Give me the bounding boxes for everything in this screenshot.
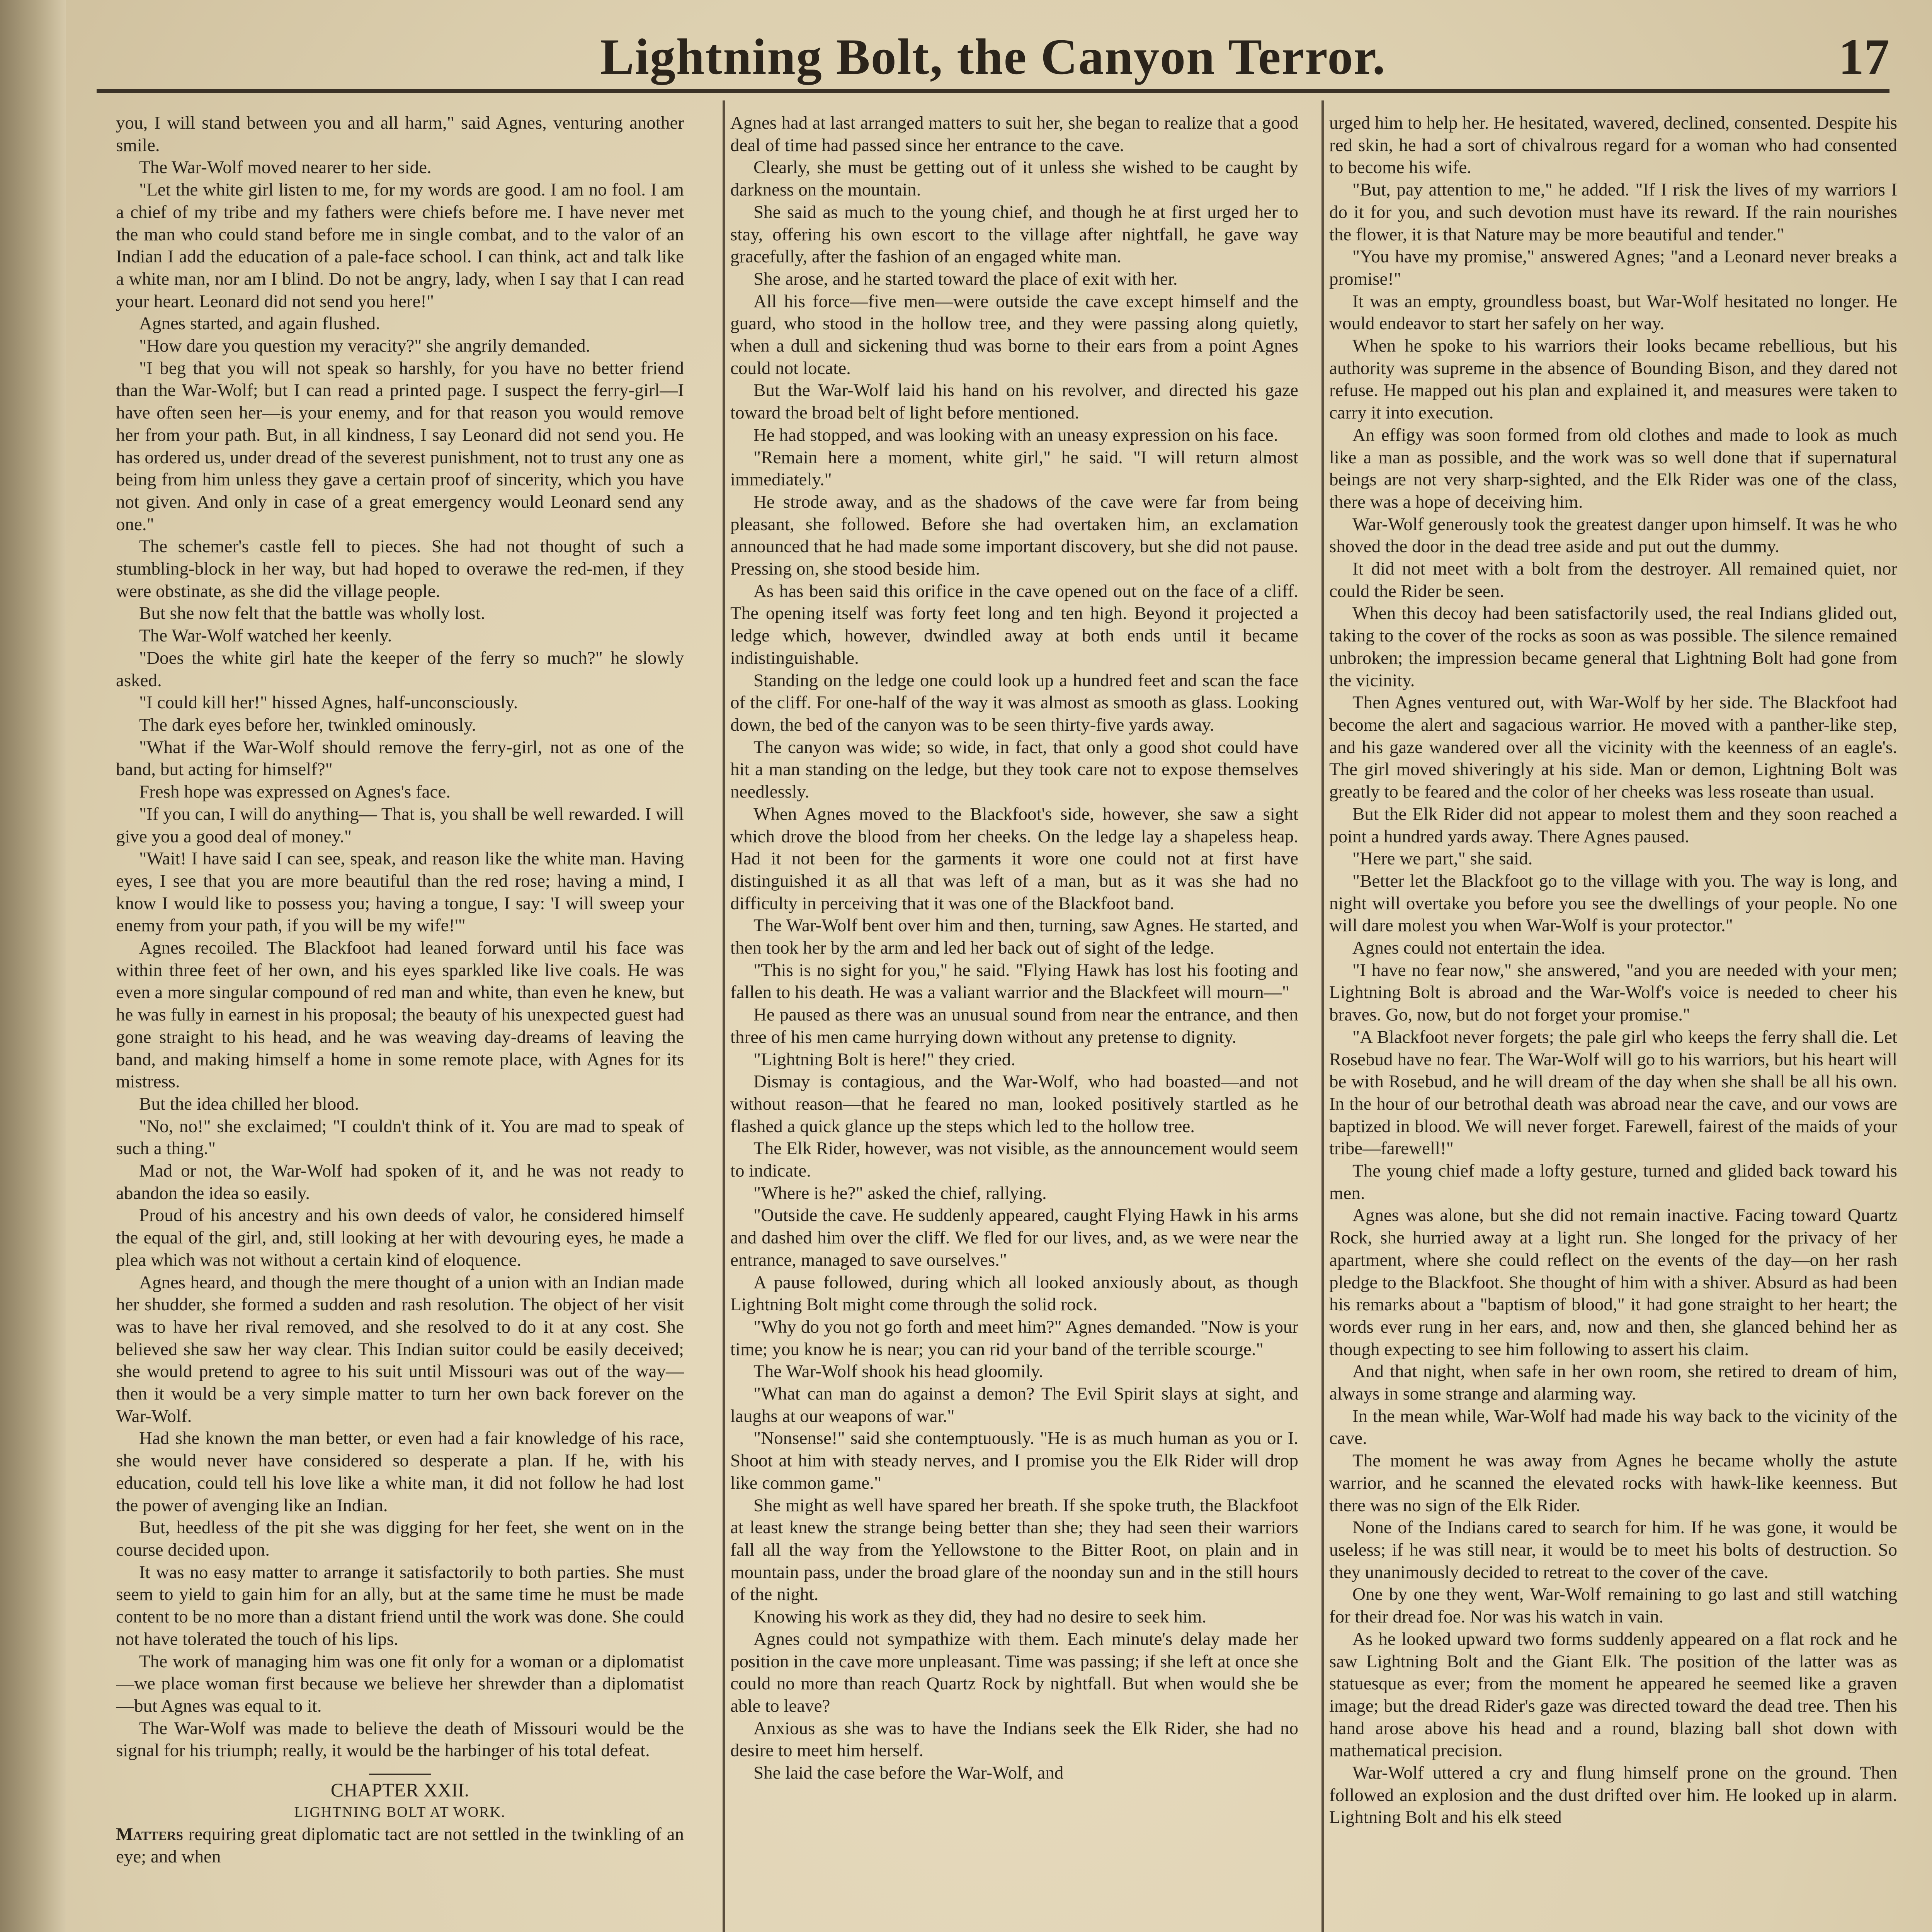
paragraph: Clearly, she must be getting out of it unless she wished to be caught by darkness on the mountain. bbox=[730, 157, 1298, 200]
paragraph: "Outside the cave. He suddenly appeared, caught Flying Hawk in his arms and dashed him over the cliff. We fled for our lives, and, as we were near the entrance, managed to save ourselves." bbox=[730, 1205, 1298, 1270]
paragraph: "If you can, I will do anything— That is, you shall be well rewarded. I will give you a good deal of money." bbox=[116, 804, 684, 847]
paragraph: He had stopped, and was looking with an uneasy expression on his face. bbox=[753, 425, 1278, 445]
paragraph: But, heedless of the pit she was digging for her feet, she went on in the course decided upon. bbox=[116, 1517, 684, 1560]
paragraph: The Elk Rider, however, was not visible, as the announcement would seem to indicate. bbox=[730, 1138, 1298, 1181]
paragraph: He paused as there was an unusual sound from near the entrance, and then three of his men came hurrying down without any pretense to dignity. bbox=[730, 1005, 1298, 1047]
paragraph: Agnes had at last arranged matters to suit her, she began to realize that a good deal of time had passed since her entrance to the cave. bbox=[730, 113, 1298, 155]
paragraph: "This is no sight for you," he said. "Flying Hawk has lost his footing and fallen to his death. He was a valiant warrior and the Blackfeet will mourn—" bbox=[730, 960, 1298, 1003]
paragraph: "I could kill her!" hissed Agnes, half-unconsciously. bbox=[139, 692, 518, 713]
paragraph: She said as much to the young chief, and though he at first urged her to stay, offering his own escort to the village after nightfall, he gave way gracefully, after the fashion of an engaged white man. bbox=[730, 202, 1298, 267]
paragraph: An effigy was soon formed from old clothes and made to look as much like a man as possible, and the work was so well done that if supernatural beings are not very sharp-sighted, and the Elk Rider was one of the class, there was a hope of deceiving him. bbox=[1329, 425, 1897, 512]
paragraph: "Nonsense!" said she contemptuously. "He is as much human as you or I. Shoot at him with steady nerves, and I promise you the Elk Rider will drop like common game." bbox=[730, 1428, 1298, 1493]
paragraph: "Lightning Bolt is here!" they cried. bbox=[753, 1049, 1015, 1070]
paragraph: The moment he was away from Agnes he became wholly the astute warrior, and he scanned the elevated rocks with hawk-like keenness. But there was no sign of the Elk Rider. bbox=[1329, 1451, 1897, 1515]
paragraph: In the mean while, War-Wolf had made his way back to the vicinity of the cave. bbox=[1329, 1406, 1897, 1449]
paragraph: But the idea chilled her blood. bbox=[139, 1094, 359, 1114]
paragraph: The War-Wolf moved nearer to her side. bbox=[139, 157, 432, 178]
chapter-rule bbox=[369, 1774, 431, 1775]
text-column-2 bbox=[730, 112, 1298, 1932]
paragraph: All his force—five men—were outside the cave except himself and the guard, who stood in the hollow tree, and they were passing along quietly, when a dull and sickening thud was borne to their ears from a point Agnes could not locate. bbox=[730, 291, 1298, 378]
paragraph: Agnes could not sympathize with them. Each minute's delay made her position in the cave more unpleasant. Time was passing; if she left at once she could no more than reach Quartz Rock by nightfall. But when would she be able to leave? bbox=[730, 1629, 1298, 1716]
paragraph: "Better let the Blackfoot go to the village with you. The way is long, and night will overtake you before you see the dwellings of your people. No one will dare molest you when War-Wolf is your protector." bbox=[1329, 871, 1897, 936]
column-2-paragraphs bbox=[730, 112, 1298, 1784]
column-1-paragraphs bbox=[116, 112, 684, 1762]
paragraph: When this decoy had been satisfactorily used, the real Indians glided out, taking to the cover of the rocks as soon as was possible. The silence remained unbroken; the impression became general that Lightning Bolt had gone from the vicinity. bbox=[1329, 603, 1897, 690]
chapter-subtitle: LIGHTNING BOLT AT WORK. bbox=[294, 1804, 506, 1820]
paragraph: "Where is he?" asked the chief, rallying. bbox=[753, 1183, 1047, 1203]
paragraph: Agnes recoiled. The Blackfoot had leaned forward until his face was within three feet of her own, and his eyes sparkled like live coals. He was even a more singular compound of red man and white, than even he knew, but he was fully in earnest in his proposal; the beauty of his unexpected guest had gone straight to his head, and he was weaving day-dreams of leaving the band, and making himself a home in some remote place, with Agnes for its mistress. bbox=[116, 938, 684, 1092]
paragraph: But the Elk Rider did not appear to molest them and they soon reached a point a hundred yards away. There Agnes paused. bbox=[1329, 804, 1897, 847]
chapter-heading: CHAPTER XXII. bbox=[330, 1779, 469, 1801]
paragraph: "A Blackfoot never forgets; the pale girl who keeps the ferry shall die. Let Rosebud have no fear. The War-Wolf will go to his warriors, but his heart will be with Rosebud, and he will dream of the day when she shall be all his own. In the hour of our betrothal death was abroad near the cave, and our vows are baptized in blood. We will never forget. Farewell, fairest of the maids of your tribe—farewell!" bbox=[1329, 1027, 1897, 1159]
paragraph: you, I will stand between you and all harm," said Agnes, venturing another smile. bbox=[116, 113, 684, 155]
chapter-lead-word: Matters bbox=[116, 1824, 183, 1845]
paragraph: She might as well have spared her breath. If she spoke truth, the Blackfoot at least knew the strange being better than she; they had seen their warriors fall all the way from the Yellowstone to the Bitter Root, on plain and in mountain pass, under the broad glare of the noonday sun and in the still hours of the night. bbox=[730, 1495, 1298, 1605]
paragraph: "Wait! I have said I can see, speak, and reason like the white man. Having eyes, I see that you are more beautiful than the red rose; having a mind, I know I would like to possess you; having a tongue, I say: 'I will sweep your enemy from your path, if you will be my wife!'" bbox=[116, 849, 684, 936]
paragraph: Agnes started, and again flushed. bbox=[139, 313, 380, 334]
text-column-1 bbox=[116, 112, 684, 1932]
paragraph: When he spoke to his warriors their looks became rebellious, but his authority was supreme in the absence of Bounding Bison, and they dared not refuse. He mapped out his plan and explained it, and measures were taken to carry it into execution. bbox=[1329, 336, 1897, 423]
paragraph: Standing on the ledge one could look up a hundred feet and scan the face of the cliff. For one-half of the way it was almost as smooth as glass. Looking down, the bed of the canyon was to be seen thirty-five yards away. bbox=[730, 670, 1298, 735]
paragraph: "Let the white girl listen to me, for my words are good. I am no fool. I am a chief of my tribe and my fathers were chiefs before me. I have never met the man who could stand before me in single combat, and to the valor of an Indian I add the education of a pale-face school. I can think, act and talk like a white man, nor am I blind. Do not be angry, lady, when I say that I can read your heart. Leonard did not send you here!" bbox=[116, 180, 684, 311]
binding-gutter bbox=[0, 0, 66, 1932]
paragraph: The War-Wolf watched her keenly. bbox=[139, 626, 392, 646]
paragraph: "Here we part," she said. bbox=[1352, 849, 1533, 869]
paragraph: Agnes was alone, but she did not remain inactive. Facing toward Quartz Rock, she hurried away at a light run. She longed for the privacy of her apartment, where she could reflect on the events of the day—on her rash pledge to the Blackfoot. She thought of him with a shiver. Absurd as had been his remarks about a "baptism of blood," it had gone straight to her heart; the words ever rung in her ears, and, now and then, she glanced behind her as though expecting to see him following to assert his claim. bbox=[1329, 1205, 1897, 1359]
paragraph: It was no easy matter to arrange it satisfactorily to both parties. She must seem to yield to gain him for an ally, but at the same time he must be made content to be no more than a distant friend until the work was done. She could not have tolerated the touch of his lips. bbox=[116, 1562, 684, 1649]
paragraph: It was an empty, groundless boast, but War-Wolf hesitated no longer. He would endeavor to start her safely on her way. bbox=[1329, 291, 1897, 334]
column-divider-1 bbox=[723, 100, 725, 1932]
paragraph: urged him to help her. He hesitated, wavered, declined, consented. Despite his red skin, he had a sort of chivalrous regard for a woman who had consented to become his wife. bbox=[1329, 113, 1897, 178]
paragraph: "Why do you not go forth and meet him?" Agnes demanded. "Now is your time; you know he is near; you can rid your band of the terrible scourge." bbox=[730, 1316, 1298, 1359]
paragraph: She laid the case before the War-Wolf, and bbox=[753, 1763, 1064, 1783]
paragraph: Fresh hope was expressed on Agnes's face. bbox=[139, 782, 451, 802]
paragraph: When Agnes moved to the Blackfoot's side, however, she saw a sight which drove the blood from her cheeks. On the ledge lay a shapeless heap. Had it not been for the garments it wore one could not at first have distinguished it as all that was left of a man, but as it was she had no difficulty in perceiving that it was one of the Blackfoot band. bbox=[730, 804, 1298, 913]
paragraph: A pause followed, during which all looked anxiously about, as though Lightning Bolt might come through the solid rock. bbox=[730, 1272, 1298, 1315]
paragraph: The War-Wolf bent over him and then, turning, saw Agnes. He started, and then took her by the arm and led her back out of sight of the ledge. bbox=[730, 915, 1298, 958]
paragraph: The War-Wolf shook his head gloomily. bbox=[753, 1361, 1043, 1382]
paragraph: War-Wolf generously took the greatest danger upon himself. It was he who shoved the door in the dead tree aside and put out the dummy. bbox=[1329, 514, 1897, 557]
column-3-paragraphs bbox=[1329, 112, 1897, 1829]
paragraph: As he looked upward two forms suddenly appeared on a flat rock and he saw Lightning Bolt and the Giant Elk. The position of the latter was as statuesque as ever; from the moment he appeared he seemed like a graven image; but the dread Rider's gaze was directed toward the dead tree. Then his hand arose above his head and a round, blazing ball shot down with mathematical precision. bbox=[1329, 1629, 1897, 1761]
paragraph: The work of managing him was one fit only for a woman or a diplomatist—we place woman first because we believe her shrewder than a diplomatist—but Agnes was equal to it. bbox=[116, 1651, 684, 1716]
header-rule bbox=[97, 89, 1889, 93]
page-number: 17 bbox=[1838, 28, 1889, 85]
paragraph: And that night, when safe in her own room, she retired to dream of him, always in some strange and alarming way. bbox=[1329, 1361, 1897, 1404]
paragraph: The schemer's castle fell to pieces. She had not thought of such a stumbling-block in her way, but had hoped to overawe the red-men, if they were obstinate, as she did the village people. bbox=[116, 536, 684, 601]
paragraph: Dismay is contagious, and the War-Wolf, who had boasted—and not without reason—that he feared no man, looked positively startled as he flashed a quick glance up the steps which led to the hollow tree. bbox=[730, 1071, 1298, 1136]
paragraph: "What if the War-Wolf should remove the ferry-girl, not as one of the band, but acting for himself?" bbox=[116, 737, 684, 780]
paragraph: She arose, and he started toward the place of exit with her. bbox=[753, 269, 1178, 289]
paragraph: "No, no!" she exclaimed; "I couldn't think of it. You are mad to speak of such a thing." bbox=[116, 1116, 684, 1159]
chapter-opening bbox=[116, 1823, 684, 1868]
text-column-3 bbox=[1329, 112, 1897, 1932]
paragraph: As has been said this orifice in the cave opened out on the face of a cliff. The opening itself was forty feet long and ten high. Beyond it projected a ledge which, however, dwindled away at both ends until it became indistinguishable. bbox=[730, 581, 1298, 668]
chapter-opening-text: requiring great diplomatic tact are not settled in the twinkling of an eye; and when bbox=[116, 1824, 684, 1867]
paragraph: The War-Wolf was made to believe the death of Missouri would be the signal for his triumph; really, it would be the harbinger of his total defeat. bbox=[116, 1718, 684, 1761]
paragraph: Agnes heard, and though the mere thought of a union with an Indian made her shudder, she formed a sudden and rash resolution. The object of her visit was to have her rival removed, and she resolved to do it at any cost. She believed she saw her way clear. This Indian suitor could be easily deceived; she would pretend to agree to his suit until Missouri was out of the way—then it would be a very simple matter to turn her own back forever on the War-Wolf. bbox=[116, 1272, 684, 1426]
column-divider-2 bbox=[1321, 100, 1324, 1932]
paragraph: The canyon was wide; so wide, in fact, that only a good shot could have hit a man standing on the ledge, but they took care not to expose themselves needlessly. bbox=[730, 737, 1298, 802]
paragraph: But she now felt that the battle was wholly lost. bbox=[139, 603, 485, 624]
running-title: Lightning Bolt, the Canyon Terror. bbox=[600, 28, 1386, 85]
paragraph: Proud of his ancestry and his own deeds of valor, he considered himself the equal of the girl, and, still looking at her with devouring eyes, he made a plea which was not without a certain kind of eloquence. bbox=[116, 1205, 684, 1270]
paragraph: Then Agnes ventured out, with War-Wolf by her side. The Blackfoot had become the alert and sagacious warrior. He moved with a panther-like step, and his gaze wandered over all the vicinity with the keenness of an eagle's. The girl moved shiveringly at his side. Man or demon, Lightning Bolt was greatly to be feared and the color of her cheeks was less roseate than usual. bbox=[1329, 692, 1897, 802]
paragraph: It did not meet with a bolt from the destroyer. All remained quiet, nor could the Rider be seen. bbox=[1329, 559, 1897, 601]
paragraph: The young chief made a lofty gesture, turned and glided back toward his men. bbox=[1329, 1161, 1897, 1203]
paragraph: War-Wolf uttered a cry and flung himself prone on the ground. Then followed an explosion and the dust drifted over him. He looked up in alarm. Lightning Bolt and his elk steed bbox=[1329, 1763, 1897, 1828]
paragraph: "What can man do against a demon? The Evil Spirit slays at sight, and laughs at our weapons of war." bbox=[730, 1384, 1298, 1426]
page-header bbox=[97, 15, 1889, 93]
paragraph: "I beg that you will not speak so harshly, for you have no better friend than the War-Wolf; but I can read a printed page. I suspect the ferry-girl—I have often seen her—is your enemy, and for that reason you would remove her from your path. But, in all kindness, I say Leonard did not send you. He has ordered us, under dread of the severest punishment, not to trust any one as being from him unless they gave a certain proof of sincerity, which you have not given. And only in case of a great emergency would Leonard send any one." bbox=[116, 358, 684, 534]
paragraph: Had she known the man better, or even had a fair knowledge of his race, she would never have considered so desperate a plan. If he, with his education, could tell his love like a white man, it did not follow he had lost the power of avenging like an Indian. bbox=[116, 1428, 684, 1515]
paragraph: None of the Indians cared to search for him. If he was gone, it would be useless; if he was still near, it would be to meet his bolts of destruction. So they unanimously decided to retreat to the cover of the cave. bbox=[1329, 1517, 1897, 1582]
paragraph: Knowing his work as they did, they had no desire to seek him. bbox=[753, 1607, 1207, 1627]
paragraph: The dark eyes before her, twinkled ominously. bbox=[139, 714, 476, 735]
paragraph: Agnes could not entertain the idea. bbox=[1352, 938, 1606, 958]
paragraph: Mad or not, the War-Wolf had spoken of it, and he was not ready to abandon the idea so easily. bbox=[116, 1161, 684, 1203]
paragraph: "But, pay attention to me," he added. "If I risk the lives of my warriors I do it for you, and such devotion must have its reward. If the rain nourishes the flower, it is that Nature may be more beautiful and tender." bbox=[1329, 180, 1897, 245]
paragraph: "Does the white girl hate the keeper of the ferry so much?" he slowly asked. bbox=[116, 648, 684, 690]
paragraph: Anxious as she was to have the Indians seek the Elk Rider, she had no desire to meet him herself. bbox=[730, 1718, 1298, 1761]
paragraph: "Remain here a moment, white girl," he said. "I will return almost immediately." bbox=[730, 447, 1298, 490]
paragraph: He strode away, and as the shadows of the cave were far from being pleasant, she followed. Before she had overtaken him, an exclamation announced that he had made some important discovery, but she did not pause. Pressing on, she stood beside him. bbox=[730, 492, 1298, 579]
paragraph: "I have no fear now," she answered, "and you are needed with your men; Lightning Bolt is abroad and the War-Wolf's voice is needed to cheer his braves. Go, now, but do not forget your promise." bbox=[1329, 960, 1897, 1025]
paragraph: But the War-Wolf laid his hand on his revolver, and directed his gaze toward the broad belt of light before mentioned. bbox=[730, 380, 1298, 423]
paragraph: "You have my promise," answered Agnes; "and a Leonard never breaks a promise!" bbox=[1329, 247, 1897, 289]
paragraph: One by one they went, War-Wolf remaining to go last and still watching for their dread foe. Nor was his watch in vain. bbox=[1329, 1584, 1897, 1627]
paragraph: "How dare you question my veracity?" she angrily demanded. bbox=[139, 336, 590, 356]
